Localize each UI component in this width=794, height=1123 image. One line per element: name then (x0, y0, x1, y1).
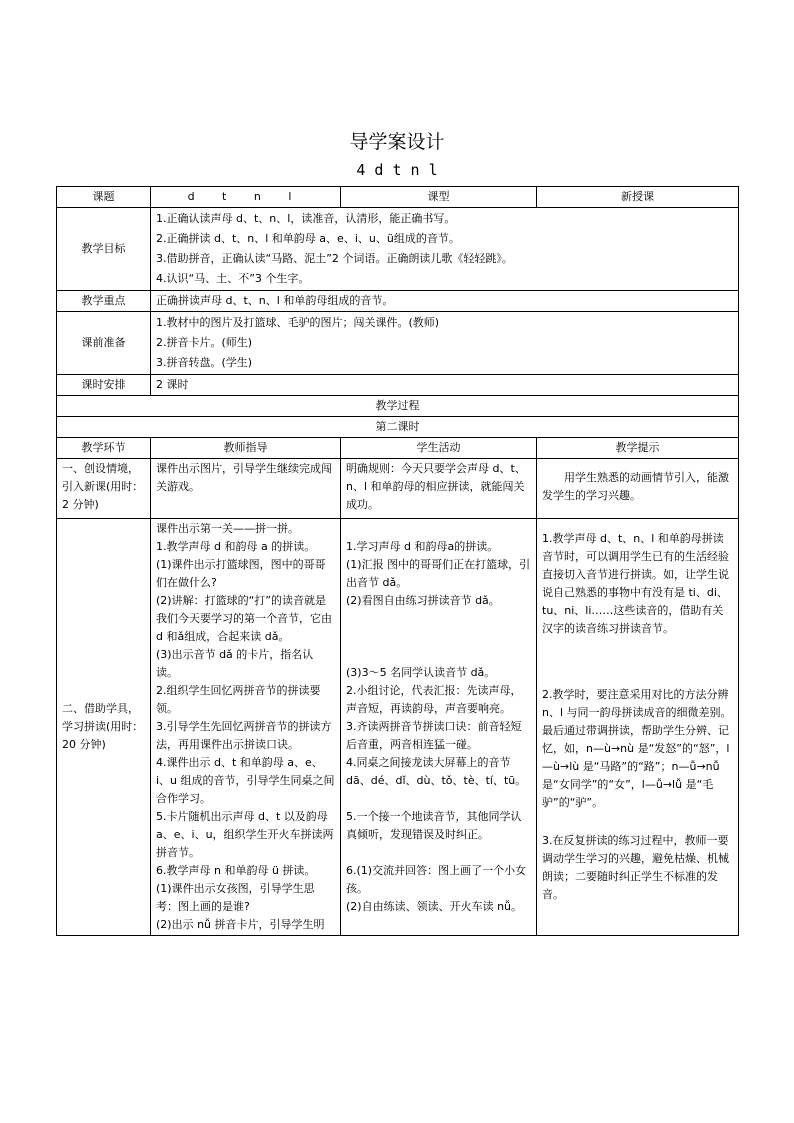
teacher-step: (1)课件出示女孩图，引导学生思考：图上画的是谁? (156, 882, 315, 913)
type-value: 新授课 (537, 187, 739, 208)
objectives-label: 教学目标 (57, 208, 151, 291)
topic-label: 课题 (57, 187, 151, 208)
lesson-plan-table (56, 186, 739, 936)
lesson-subtitle: 4 d t n l (356, 161, 438, 179)
column-header: 教学提示 (537, 438, 739, 459)
teacher-step: 1.教学声母 d 和韵母 a 的拼读。 (156, 540, 316, 553)
teacher-step: 6.教学声母 n 和单韵母 ü 拼读。 (156, 864, 316, 877)
prep-item: 1.教材中的图片及打篮球、毛驴的图片；闯关课件。(教师) (156, 316, 440, 329)
prep-row (57, 312, 739, 375)
stage-2-teacher (151, 519, 341, 936)
teacher-step: 2.组织学生回忆两拼音节的拼读要领。 (156, 684, 321, 715)
teacher-step: (2)讲解：打篮球的“打”的读音就是我们今天要学习的第一个音节，它由 d 和ǎ组成，合起来读 dǎ。 (156, 594, 332, 643)
teacher-step: 课件出示第一关——拼一拼。 (156, 522, 299, 535)
stage-1-tip: 用学生熟悉的动画情节引入，能激发学生的学习兴趣。 (537, 459, 739, 519)
topic-value: d t n l (151, 187, 341, 208)
student-step: (1)汇报 图中的哥哥们正在打篮球，引出音节 dǎ。 (346, 558, 531, 589)
objectives-list (151, 208, 739, 291)
column-header-row (57, 438, 739, 459)
student-step: 1.学习声母 d 和韵母a的拼读。 (346, 540, 499, 553)
objective-item: 2.正确拼读 d、t、n、l 和单韵母 a、e、i、u、ü组成的音节。 (156, 232, 460, 245)
stage-1-label: 一、创设情境，引入新课(用时：2 分钟) (57, 459, 151, 519)
prep-item: 3.拼音转盘。(学生) (156, 356, 253, 369)
key-points-row (57, 291, 739, 312)
teacher-step: (3)出示音节 dǎ 的卡片，指名认读。 (156, 648, 314, 679)
student-step: 4.同桌之间接龙读大屏幕上的音节 dā、dé、dǐ、dù、tǒ、tè、tí、tū。 (346, 756, 527, 787)
objectives-row (57, 208, 739, 291)
prep-item: 2.拼音卡片。(师生) (156, 336, 253, 349)
stage-2-label: 二、借助学具，学习拼读(用时：20 分钟) (57, 519, 151, 936)
student-step: (3)3～5 名同学认读音节 dǎ。 (346, 666, 496, 679)
stage-1-teacher: 课件出示图片，引导学生继续完成闯关游戏。 (151, 459, 341, 519)
objective-item: 1.正确认读声母 d、t、n、l，读准音，认清形，能正确书写。 (156, 212, 456, 225)
column-header: 教学环节 (57, 438, 151, 459)
teacher-step: 5.卡片随机出示声母 d、t 以及韵母 a、e、i、u，组织学生开火车拼读两拼音节。 (156, 810, 334, 859)
lesson-title-row (57, 417, 739, 438)
stage-2-student (341, 519, 537, 936)
student-step: 3.齐读两拼音节拼读口诀：前音轻短后音重，两音相连猛一碰。 (346, 720, 522, 751)
process-title: 教学过程 (57, 396, 739, 417)
tip-item: 2.教学时，要注意采用对比的方法分辨 n、l 与同一韵母拼读成音的细微差别。最后通过带调拼读，帮助学生分辨、记忆，如，n—ù→nù 是“发怒”的“怒”，l—ù→lù 是“马路”的“路”；n—ǚ→nǚ 是“女同学”的“女”，l—ǚ→lǚ 是“毛驴”的“驴”。 (542, 688, 732, 809)
teacher-step: (1)课件出示打篮球图，图中的哥哥们在做什么? (156, 558, 326, 589)
stage-1-student: 明确规则：今天只要学会声母 d、t、n、l 和单韵母的相应拼读，就能闯关成功。 (341, 459, 537, 519)
schedule-value: 2 课时 (151, 375, 739, 396)
topic-row (57, 187, 739, 208)
column-header: 教师指导 (151, 438, 341, 459)
schedule-label: 课时安排 (57, 375, 151, 396)
stage-row-2 (57, 519, 739, 936)
process-title-row (57, 396, 739, 417)
prep-label: 课前准备 (57, 312, 151, 375)
student-step: 6.(1)交流并回答：图上画了一个小女孩。 (346, 864, 527, 895)
stage-2-tips (537, 519, 739, 936)
type-label: 课型 (341, 187, 537, 208)
stage-row-1 (57, 459, 739, 519)
key-points-value: 正确拼读声母 d、t、n、l 和单韵母组成的音节。 (151, 291, 739, 312)
tip-item: 3.在反复拼读的练习过程中，教师一要调动学生学习的兴趣，避免枯燥、机械朗读；二要随时纠正学生不标准的发音。 (542, 834, 729, 901)
prep-list (151, 312, 739, 375)
teacher-step: 4.课件出示 d、t 和单韵母 a、e、i、u 组成的音节，引导学生同桌之间合作学习。 (156, 756, 335, 805)
objective-item: 3.借助拼音，正确认读“马路、泥土”2 个词语。正确朗读儿歌《轻轻跳》。 (156, 252, 513, 265)
tip-item: 1.教学声母 d、t、n、l 和单韵母拼读音节时，可以调用学生已有的生活经验直接切入音节进行拼读。如，让学生说说自己熟悉的事物中有没有是 ti、di、tu、ni、li……这些读音的，借助有关汉字的读音练习拼读音节。 (542, 532, 729, 635)
key-points-label: 教学重点 (57, 291, 151, 312)
column-header: 学生活动 (341, 438, 537, 459)
schedule-row (57, 375, 739, 396)
teacher-step: 3.引导学生先回忆两拼音节的拼读方法，再用课件出示拼读口诀。 (156, 720, 332, 751)
teacher-step: (2)出示 nǚ 拼音卡片，引导学生明 (156, 918, 325, 931)
student-step: (2)自由练读、领读、开火车读 nǚ。 (346, 900, 523, 913)
page-title: 导学案设计 (349, 131, 445, 153)
student-step: 2.小组讨论，代表汇报：先读声母，声音短，再读韵母，声音要响亮。 (346, 684, 522, 715)
lesson-title: 第二课时 (57, 417, 739, 438)
student-step: (2)看图自由练习拼读音节 dǎ。 (346, 594, 500, 607)
student-step: 5.一个接一个地读音节，其他同学认真倾听，发现错误及时纠正。 (346, 810, 522, 841)
objective-item: 4.认识“马、土、不”3 个生字。 (156, 272, 310, 285)
